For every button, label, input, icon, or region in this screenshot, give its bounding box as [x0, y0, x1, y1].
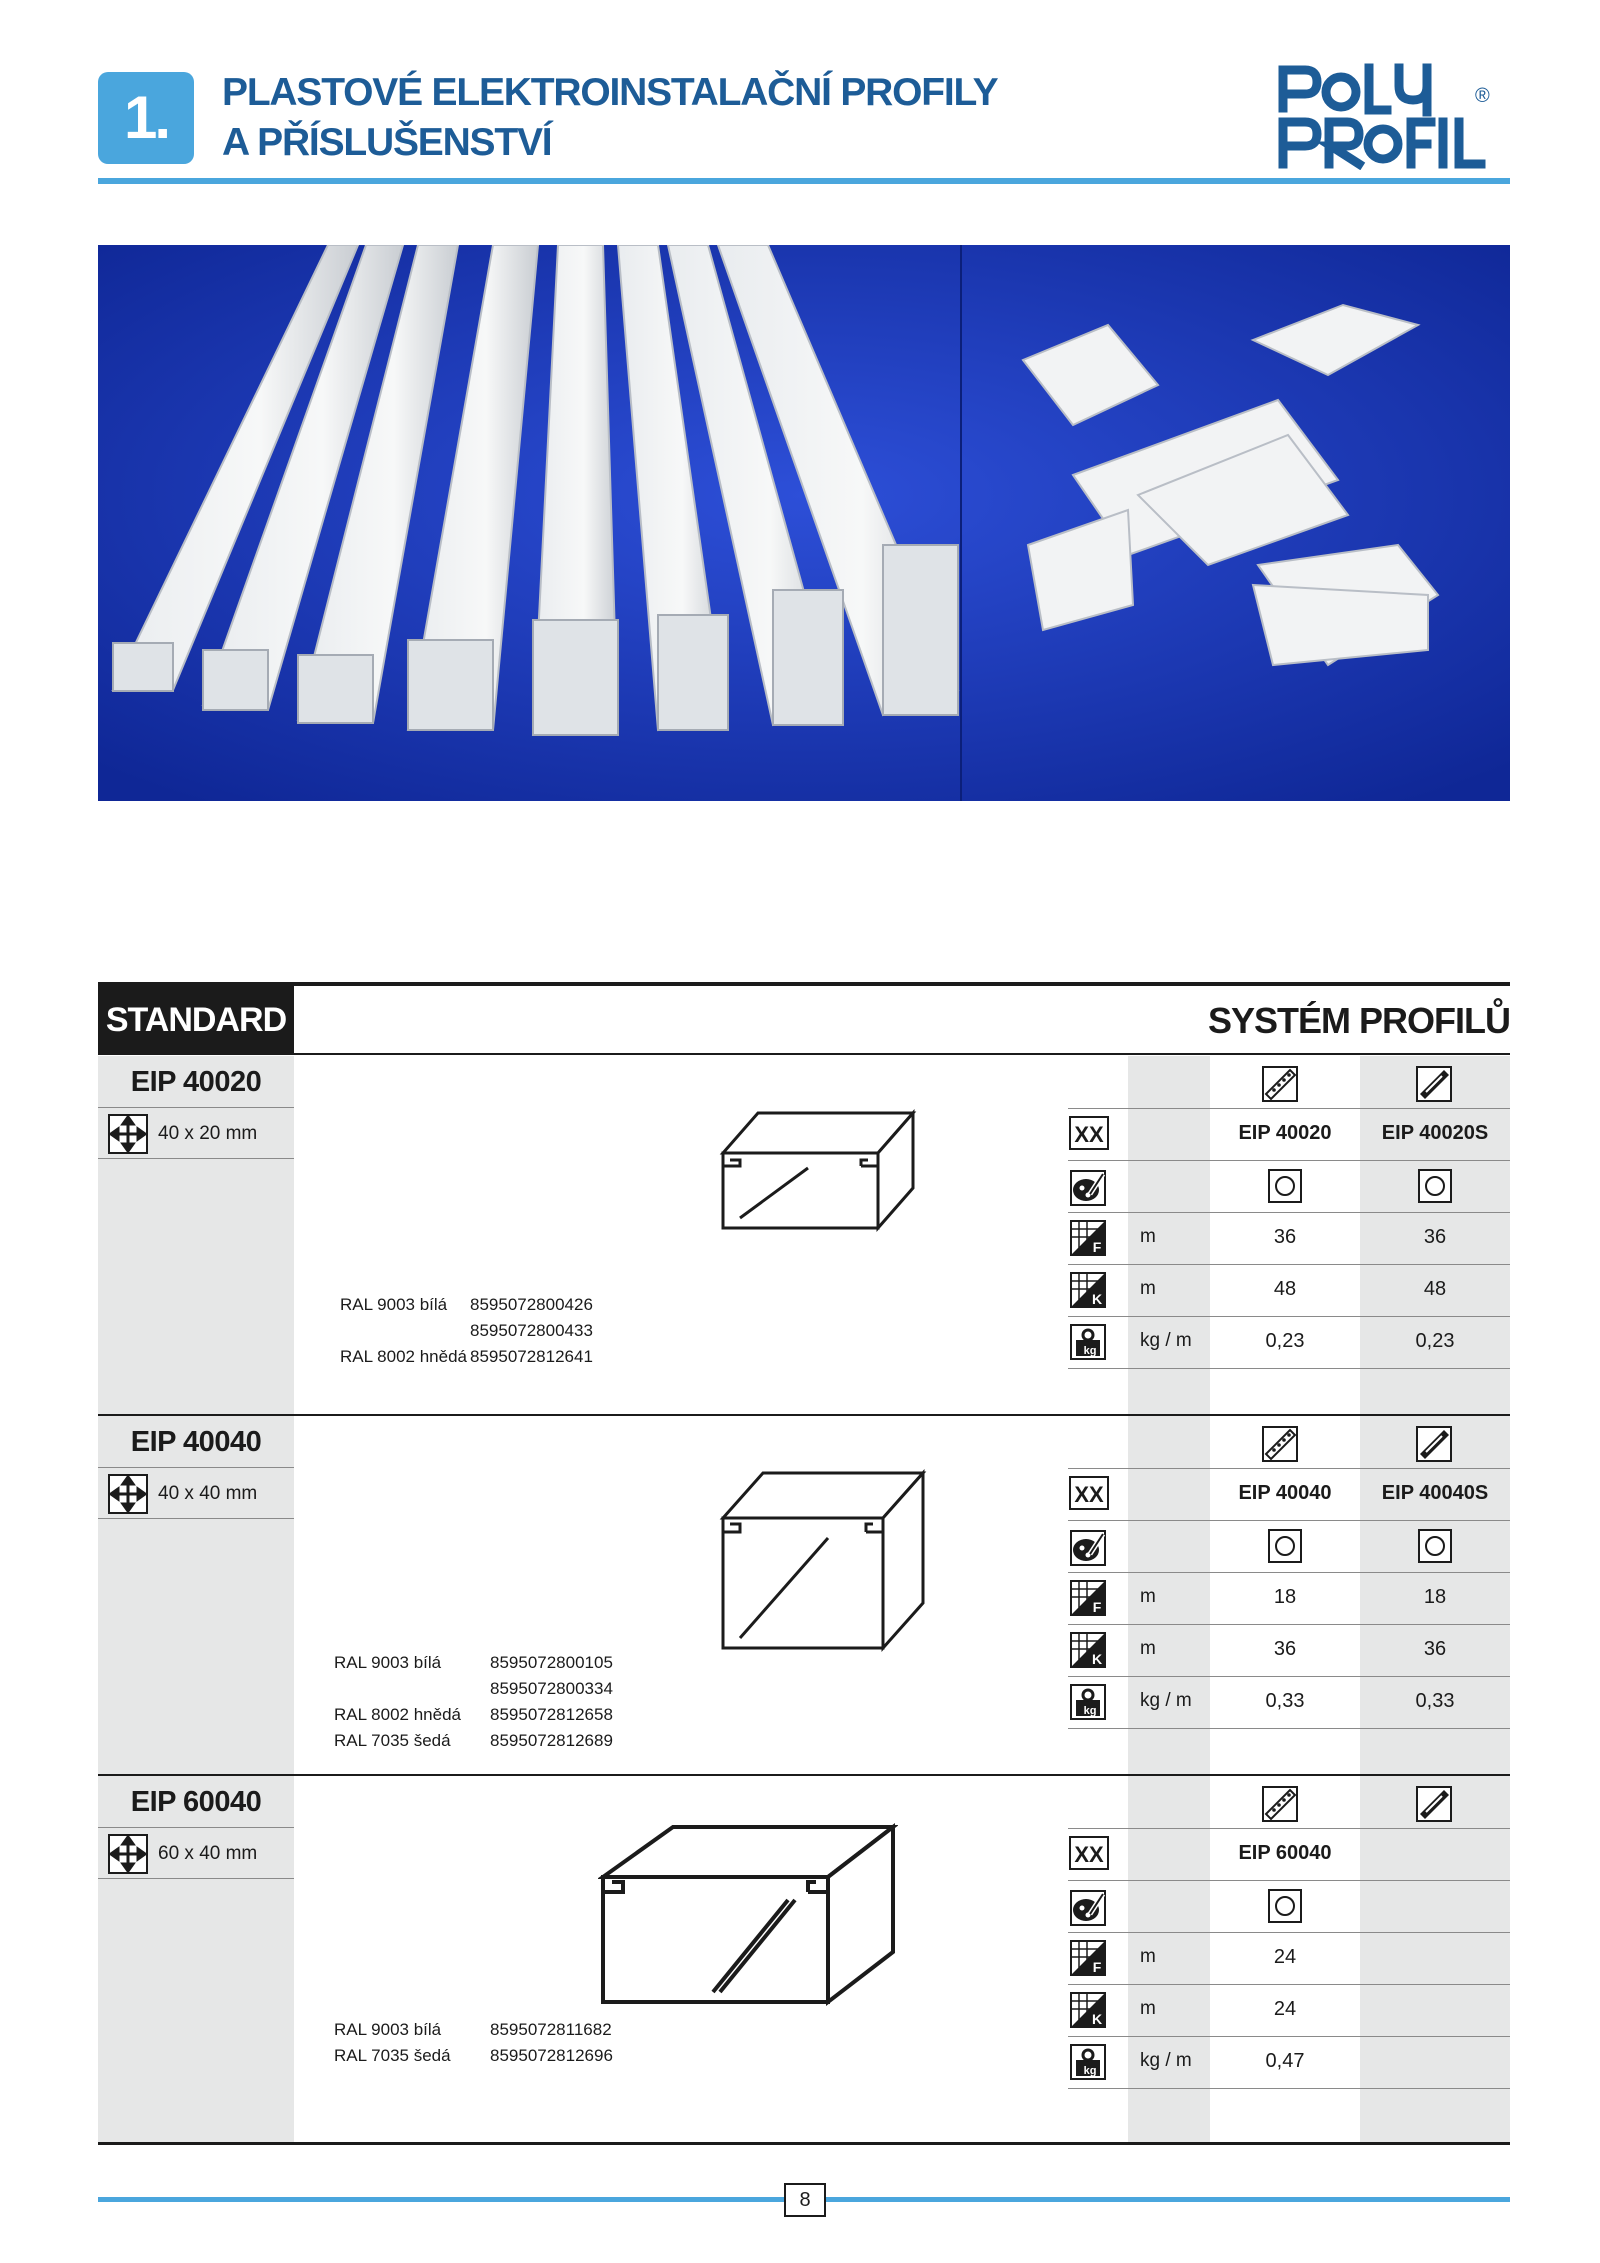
- polyprofil-logo: [1275, 60, 1515, 170]
- dimension-arrows-icon: [108, 1114, 146, 1152]
- table-row-rule: [1068, 1108, 1510, 1109]
- ral-color-label: RAL 7035 šedá: [334, 1731, 451, 1750]
- dimensions-rule: [98, 1518, 294, 1519]
- color-swatch-white: [1268, 1889, 1302, 1923]
- svg-text:XX: XX: [1074, 1122, 1104, 1147]
- section-label: STANDARD: [98, 985, 294, 1055]
- product-dimensions: 40 x 40 mm: [158, 1483, 258, 1504]
- table-bottom-rule: [98, 2142, 1510, 2145]
- perforated-profile-icon: [1262, 1066, 1298, 1102]
- variant-2-value: 0,33: [1415, 1690, 1455, 1712]
- unit-label: m: [1140, 1998, 1156, 2019]
- product-photo: [98, 245, 1510, 801]
- variant-1-value: 0,33: [1265, 1690, 1305, 1712]
- table-row-rule: [1068, 1624, 1510, 1625]
- unit-label: m: [1140, 1278, 1156, 1299]
- perforated-profile-icon: [1262, 1786, 1298, 1822]
- solid-profile-icon: [1416, 1066, 1452, 1102]
- dimension-arrows-icon: [108, 1474, 146, 1512]
- table-row-rule: [1068, 1880, 1510, 1881]
- color-swatch-white: [1268, 1529, 1302, 1563]
- ean-code: 8595072812641: [470, 1347, 593, 1366]
- variant-2-value: 48: [1423, 1278, 1447, 1300]
- ean-code: 8595072800426: [470, 1295, 593, 1314]
- variant-2-value: 18: [1423, 1586, 1447, 1608]
- product-separator: [98, 1774, 1510, 1776]
- table-row-rule: [1068, 1984, 1510, 1985]
- table-row-rule: [1068, 1316, 1510, 1317]
- unit-label: m: [1140, 1946, 1156, 1967]
- color-palette-icon: [1070, 1530, 1106, 1566]
- ral-color-label: RAL 9003 bílá: [334, 1653, 442, 1672]
- logo-registered-mark: ®: [1475, 85, 1490, 107]
- solid-profile-icon: [1416, 1786, 1452, 1822]
- dimensions-rule: [98, 1158, 294, 1159]
- svg-text:kg: kg: [1083, 2065, 1097, 2077]
- table-row-rule: [1068, 1572, 1510, 1573]
- variant-2-name: EIP 40040S: [1381, 1482, 1489, 1504]
- ral-color-label: RAL 9003 bílá: [334, 2020, 442, 2039]
- variant-1-value: 24: [1273, 1998, 1297, 2020]
- unit-label: m: [1140, 1586, 1156, 1607]
- section-title: SYSTÉM PROFILŮ: [1207, 1000, 1510, 1041]
- table-row-rule: [1068, 1160, 1510, 1161]
- variant-2-name: EIP 40020S: [1381, 1122, 1489, 1144]
- svg-text:F: F: [1092, 1599, 1102, 1615]
- svg-text:kg: kg: [1083, 1345, 1097, 1357]
- package-f-icon: [1070, 1220, 1106, 1256]
- ean-code: 8595072800334: [490, 1679, 613, 1698]
- variant-1-name: EIP 40020: [1238, 1122, 1332, 1144]
- color-palette-icon: [1070, 1890, 1106, 1926]
- perforated-profile-icon: [1262, 1426, 1298, 1462]
- ean-code: 8595072812658: [490, 1705, 613, 1724]
- unit-label: kg / m: [1140, 2050, 1192, 2071]
- ral-color-label: RAL 7035 šedá: [334, 2046, 451, 2065]
- color-swatch-white: [1418, 1529, 1452, 1563]
- weight-icon: [1070, 1684, 1106, 1720]
- svg-text:F: F: [1092, 1959, 1102, 1975]
- dimension-arrows-icon: [108, 1834, 146, 1872]
- code-xx-icon: [1069, 1836, 1109, 1870]
- variant-1-value: 18: [1273, 1586, 1297, 1608]
- variant-2-value: 36: [1423, 1226, 1447, 1248]
- title-line-2: A PŘÍSLUŠENSTVÍ: [222, 121, 552, 164]
- color-swatch-white: [1418, 1169, 1452, 1203]
- product-separator: [98, 1414, 1510, 1416]
- variant-1-value: 0,47: [1265, 2050, 1305, 2072]
- variant-1-name: EIP 40040: [1238, 1482, 1332, 1504]
- color-swatch-white: [1268, 1169, 1302, 1203]
- package-k-icon: [1070, 1272, 1106, 1308]
- product-name-rule: [98, 1107, 294, 1108]
- svg-text:XX: XX: [1074, 1482, 1104, 1507]
- title-line-1: PLASTOVÉ ELEKTROINSTALAČNÍ PROFILY: [222, 71, 998, 114]
- variant-2-value: 36: [1423, 1638, 1447, 1660]
- variant-1-name: EIP 60040: [1238, 1842, 1332, 1864]
- weight-icon: [1070, 2044, 1106, 2080]
- footer-rule-left: [98, 2197, 784, 2202]
- table-row-rule: [1068, 1932, 1510, 1933]
- table-row-rule: [1068, 1368, 1510, 1369]
- page-number: 8: [784, 2183, 826, 2217]
- profile-drawing: [718, 1468, 928, 1663]
- svg-text:K: K: [1091, 1291, 1103, 1307]
- unit-label: m: [1140, 1226, 1156, 1247]
- code-xx-icon: [1069, 1116, 1109, 1150]
- ral-color-label: RAL 9003 bílá: [340, 1295, 448, 1314]
- code-xx-icon: [1069, 1476, 1109, 1510]
- table-row-rule: [1068, 1520, 1510, 1521]
- package-f-icon: [1070, 1940, 1106, 1976]
- profile-drawing: [718, 1108, 918, 1243]
- table-row-rule: [1068, 1676, 1510, 1677]
- product-dimensions: 40 x 20 mm: [158, 1123, 258, 1144]
- product-name-rule: [98, 1827, 294, 1828]
- table-row-rule: [1068, 2036, 1510, 2037]
- unit-label: kg / m: [1140, 1330, 1192, 1351]
- table-row-rule: [1068, 1828, 1510, 1829]
- ral-color-label: RAL 8002 hnědá: [340, 1347, 467, 1366]
- svg-text:K: K: [1091, 1651, 1103, 1667]
- table-row-rule: [1068, 1264, 1510, 1265]
- ean-code: 8595072812696: [490, 2046, 613, 2065]
- product-dimensions: 60 x 40 mm: [158, 1843, 258, 1864]
- section-top-rule: [98, 982, 1510, 986]
- ean-code: 8595072800105: [490, 1653, 613, 1672]
- product-name: EIP 60040: [130, 1786, 262, 1818]
- footer-rule-right: [826, 2197, 1510, 2202]
- product-name: EIP 40040: [130, 1426, 262, 1458]
- solid-profile-icon: [1416, 1426, 1452, 1462]
- weight-icon: [1070, 1324, 1106, 1360]
- svg-text:K: K: [1091, 2011, 1103, 2027]
- variant-1-value: 48: [1273, 1278, 1297, 1300]
- svg-text:XX: XX: [1074, 1842, 1104, 1867]
- variant-1-value: 36: [1273, 1226, 1297, 1248]
- package-k-icon: [1070, 1992, 1106, 2028]
- table-row-rule: [1068, 1212, 1510, 1213]
- ean-code: 8595072811682: [490, 2020, 612, 2039]
- ean-code: 8595072812689: [490, 1731, 613, 1750]
- svg-text:F: F: [1092, 1239, 1102, 1255]
- variant-2-value: 0,23: [1415, 1330, 1455, 1352]
- ral-color-label: RAL 8002 hnědá: [334, 1705, 461, 1724]
- table-row-rule: [1068, 1728, 1510, 1729]
- left-panel: [98, 1056, 294, 2144]
- product-name-rule: [98, 1467, 294, 1468]
- variant-1-value: 0,23: [1265, 1330, 1305, 1352]
- variant-1-value: 36: [1273, 1638, 1297, 1660]
- ean-code: 8595072800433: [470, 1321, 593, 1340]
- color-palette-icon: [1070, 1170, 1106, 1206]
- variant-1-value: 24: [1273, 1946, 1297, 1968]
- unit-label: kg / m: [1140, 1690, 1192, 1711]
- table-row-rule: [1068, 2088, 1510, 2089]
- profile-drawing: [598, 1822, 898, 2017]
- chapter-badge: 1.: [98, 72, 194, 164]
- package-f-icon: [1070, 1580, 1106, 1616]
- product-name: EIP 40020: [130, 1066, 262, 1098]
- package-k-icon: [1070, 1632, 1106, 1668]
- section-title-rule: [294, 1053, 1510, 1055]
- unit-label: m: [1140, 1638, 1156, 1659]
- page-title: [222, 68, 997, 168]
- header-divider: [98, 178, 1510, 184]
- svg-text:kg: kg: [1083, 1705, 1097, 1717]
- dimensions-rule: [98, 1878, 294, 1879]
- table-row-rule: [1068, 1468, 1510, 1469]
